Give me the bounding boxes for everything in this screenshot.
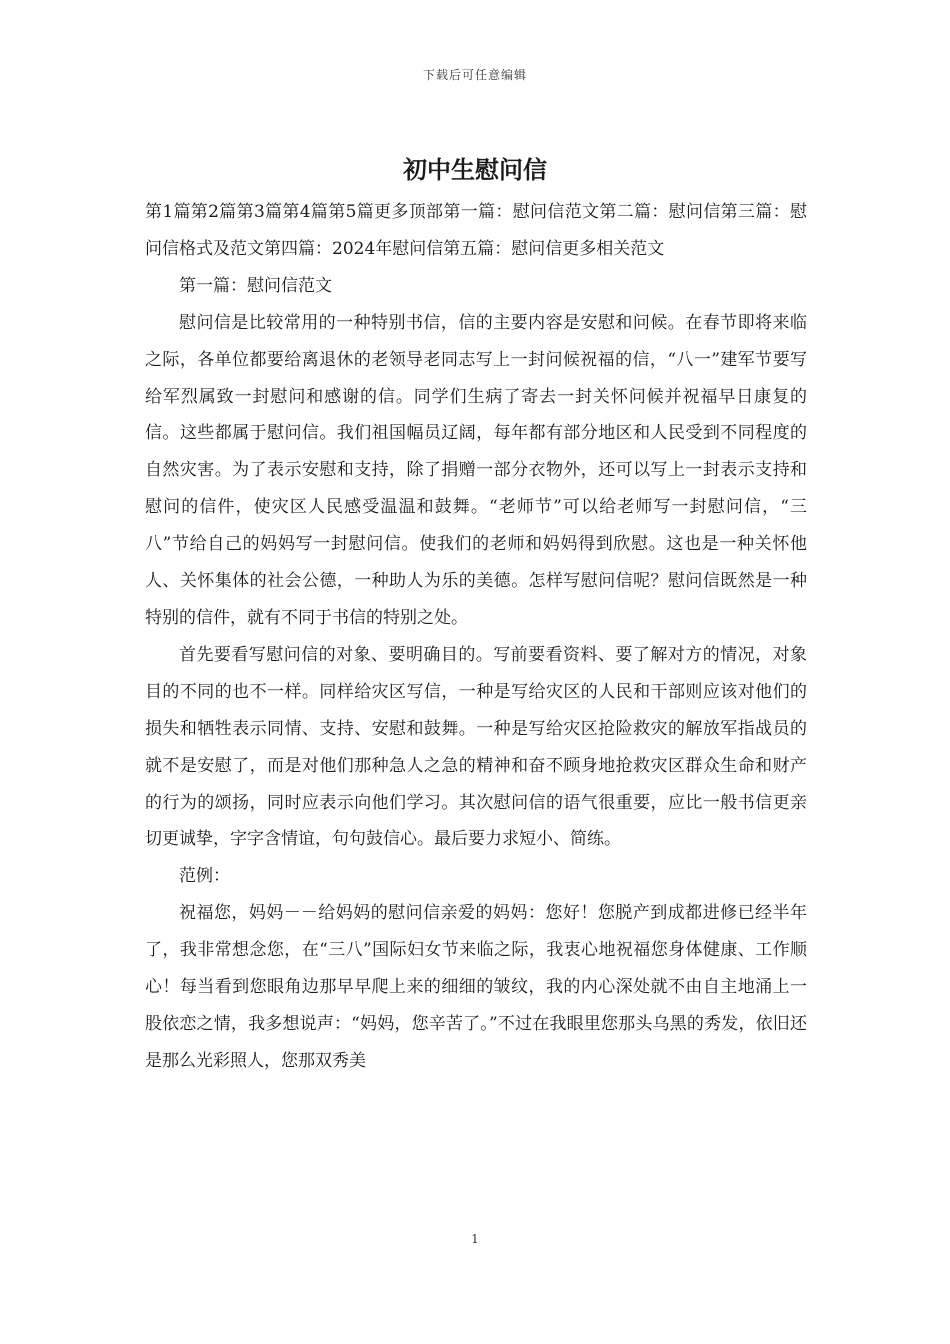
document-title: 初中生慰问信 (403, 155, 547, 184)
paragraph-toc: 第1篇第2篇第3篇第4篇第5篇更多顶部第一篇：慰问信范文第二篇：慰问信第三篇：慰问信格式及范文第四篇：2024年慰问信第五篇：慰问信更多相关范文 (145, 202, 807, 259)
paragraph-guidance: 首先要看写慰问信的对象、要明确目的。写前要看资料、要了解对方的情况，对象目的不同的也不一样。同样给灾区写信，一种是写给灾区的人民和干部则应该对他们的损失和牺牲表示同情、支持、安慰和鼓舞。一种是写给灾区抢险救灾的解放军指战员的就不是安慰了，而是对他们那种急人之急的精神和奋不顾身地抢救灾区群众生命和财产的行为的颂扬，同时应表示向他们学习。其次慰问信的语气很重要，应比一般书信更亲切更诚挚，字字含情谊，句句鼓信心。最后要力求短小、简练。 (145, 644, 807, 850)
page-number: 1 (471, 1232, 479, 1246)
paragraph-section-heading: 第一篇：慰问信范文 (179, 275, 332, 296)
paragraph-example-letter: 祝福您，妈妈－－给妈妈的慰问信亲爱的妈妈：您好！您脱产到成都进修已经半年了，我非常想念您，在“三八”国际妇女节来临之际，我衷心地祝福您身体健康、工作顺心！每当看到您眼角边那早早爬上来的细细的皱纹，我的内心深处就不由自主地涌上一股依恋之情，我多想说声：“妈妈，您辛苦了。”不过在我眼里您那头乌黑的秀发，依旧还是那么光彩照人，您那双秀美 (145, 903, 807, 1071)
paragraph-intro: 慰问信是比较常用的一种特别书信，信的主要内容是安慰和问候。在春节即将来临之际，各单位都要给离退休的老领导老同志写上一封问候祝福的信，“八一”建军节要写给军烈属致一封慰问和感谢的信。同学们生病了寄去一封关怀问候并祝福早日康复的信。这些都属于慰问信。我们祖国幅员辽阔，每年都有部分地区和人民受到不同程度的自然灾害。为了表示安慰和支持，除了捐赠一部分衣物外，还可以写上一封表示支持和慰问的信件，使灾区人民感受温温和鼓舞。“老师节”可以给老师写一封慰问信，“三八”节给自己的妈妈写一封慰问信。使我们的老师和妈妈得到欣慰。这也是一种关怀他人、关怀集体的社会公德，一种助人为乐的美德。怎样写慰问信呢？慰问信既然是一种特别的信件，就有不同于书信的特别之处。 (145, 312, 807, 628)
document-body (145, 194, 807, 1080)
page-header-note: 下载后可任意编辑 (422, 68, 527, 82)
paragraph-example-label: 范例： (179, 866, 230, 887)
